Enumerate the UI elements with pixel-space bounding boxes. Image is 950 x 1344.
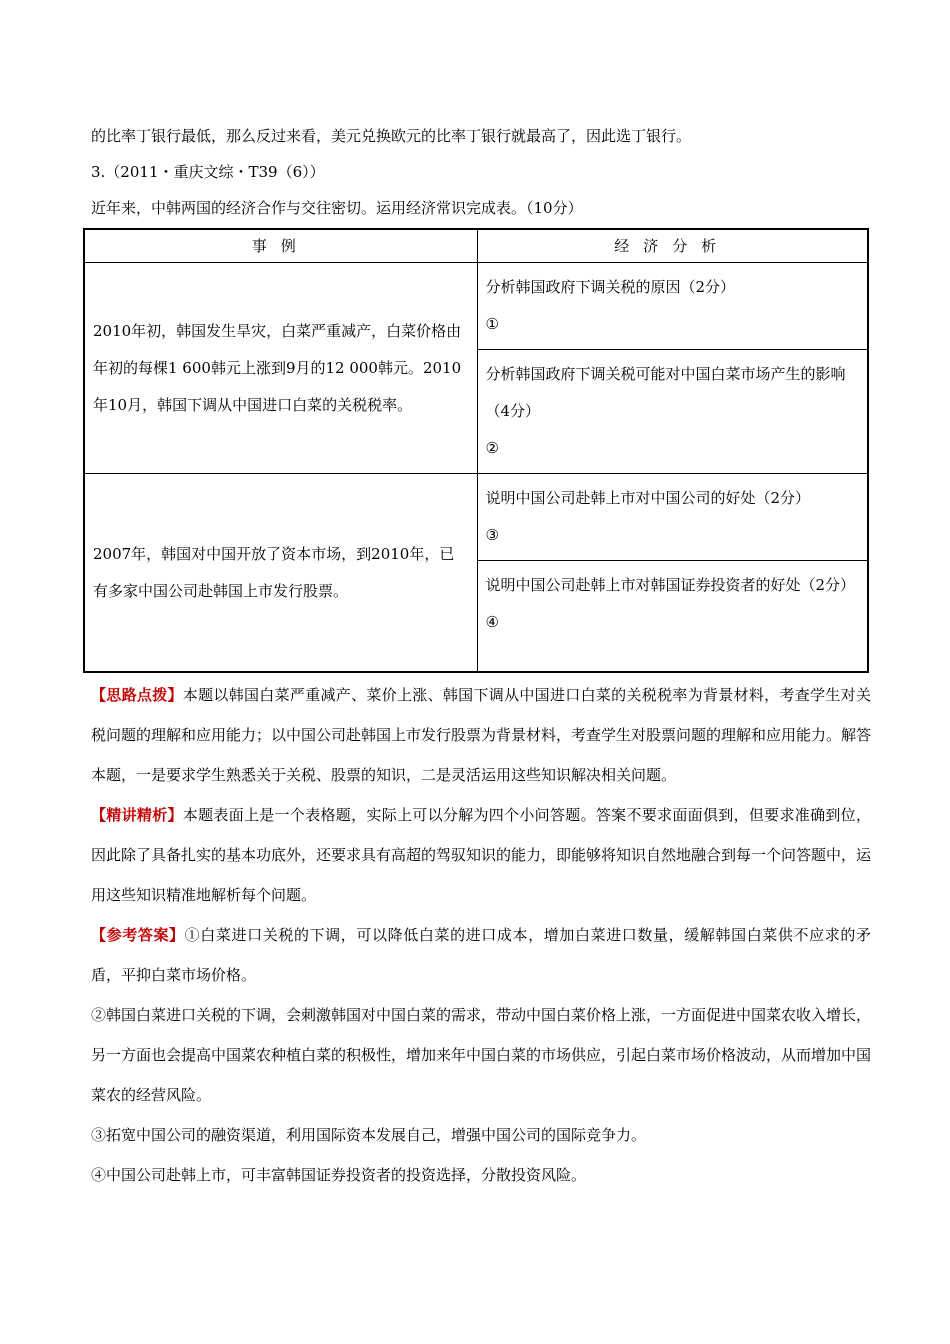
example-cell-2: 2007年，韩国对中国开放了资本市场，到2010年，已有多家中国公司赴韩国上市发行股票。 [84, 474, 477, 673]
analysis-blank-4: ④ [485, 613, 499, 631]
analysis-cell-3 [477, 474, 868, 561]
header-analysis: 经济分析 [477, 229, 868, 263]
table-row [84, 263, 868, 350]
analysis-paragraph [91, 795, 871, 915]
analysis-blank-3: ③ [485, 526, 499, 544]
analysis-text: 本题表面上是一个表格题，实际上可以分解为四个小问答题。答案不要求面面俱到，但要求准确到位，因此除了具备扎实的基本功底外，还要求具有高超的驾驭知识的能力，即能够将知识自然地融合到每一个问答题中，运用这些知识精准地解析每个问题。 [91, 806, 872, 904]
answer-paragraph-2: ②韩国白菜进口关税的下调，会刺激韩国对中国白菜的需求，带动中国白菜价格上涨，一方面促进中国菜农收入增长，另一方面也会提高中国菜农种植白菜的积极性，增加来年中国白菜的市场供应，引起白菜市场价格波动，从而增加中国菜农的经营风险。 [91, 1006, 872, 1104]
analysis-label: 【精讲精析】 [91, 806, 183, 824]
analysis-cell-1 [477, 263, 868, 350]
question-prompt: 近年来，中韩两国的经济合作与交往密切。运用经济常识完成表。（10分） [91, 199, 583, 217]
table-row [84, 474, 868, 561]
analysis-blank-1: ① [485, 315, 499, 333]
answer-label: 【参考答案】 [91, 926, 185, 944]
analysis-prompt-4: 说明中国公司赴韩上市对韩国证券投资者的好处（2分） [485, 576, 856, 594]
intro-line: 的比率丁银行最低，那么反过来看，美元兑换欧元的比率丁银行就最高了，因此选丁银行。 [91, 127, 692, 145]
question-table [83, 228, 869, 673]
answer-item-1: ①白菜进口关税的下调，可以降低白菜的进口成本，增加白菜进口数量，缓解韩国白菜供不应求的矛盾，平抑白菜市场价格。 [91, 926, 871, 984]
answer-paragraph-1 [91, 915, 871, 995]
hint-paragraph [91, 675, 871, 795]
analysis-cell-4 [477, 561, 868, 673]
answer-paragraph-4: ④中国公司赴韩上市，可丰富韩国证券投资者的投资选择，分散投资风险。 [91, 1166, 587, 1184]
table-header-row [84, 229, 868, 263]
document-page [91, 118, 871, 1195]
analysis-prompt-2: 分析韩国政府下调关税可能对中国白菜市场产生的影响（4分） [485, 365, 846, 420]
hint-label: 【思路点拨】 [91, 686, 183, 704]
hint-text: 本题以韩国白菜严重减产、菜价上涨、韩国下调从中国进口白菜的关税税率为背景材料，考查学生对关税问题的理解和应用能力；以中国公司赴韩国上市发行股票为背景材料，考查学生对股票问题的理解和应用能力。解答本题，一是要求学生熟悉关于关税、股票的知识，二是灵活运用这些知识解决相关问题。 [91, 686, 872, 784]
header-example: 事例 [84, 229, 477, 263]
analysis-cell-2 [477, 350, 868, 474]
analysis-blank-2: ② [485, 439, 499, 457]
question-source: 3.（2011・重庆文综・T39（6）） [91, 163, 325, 181]
answer-paragraph-3: ③拓宽中国公司的融资渠道，利用国际资本发展自己，增强中国公司的国际竞争力。 [91, 1126, 647, 1144]
analysis-prompt-1: 分析韩国政府下调关税的原因（2分） [485, 278, 736, 296]
analysis-prompt-3: 说明中国公司赴韩上市对中国公司的好处（2分） [485, 489, 811, 507]
example-cell-1: 2010年初，韩国发生旱灾，白菜严重减产，白菜价格由年初的每棵1 600韩元上涨到9月的12 000韩元。2010年10月，韩国下调从中国进口白菜的关税税率。 [84, 263, 477, 474]
